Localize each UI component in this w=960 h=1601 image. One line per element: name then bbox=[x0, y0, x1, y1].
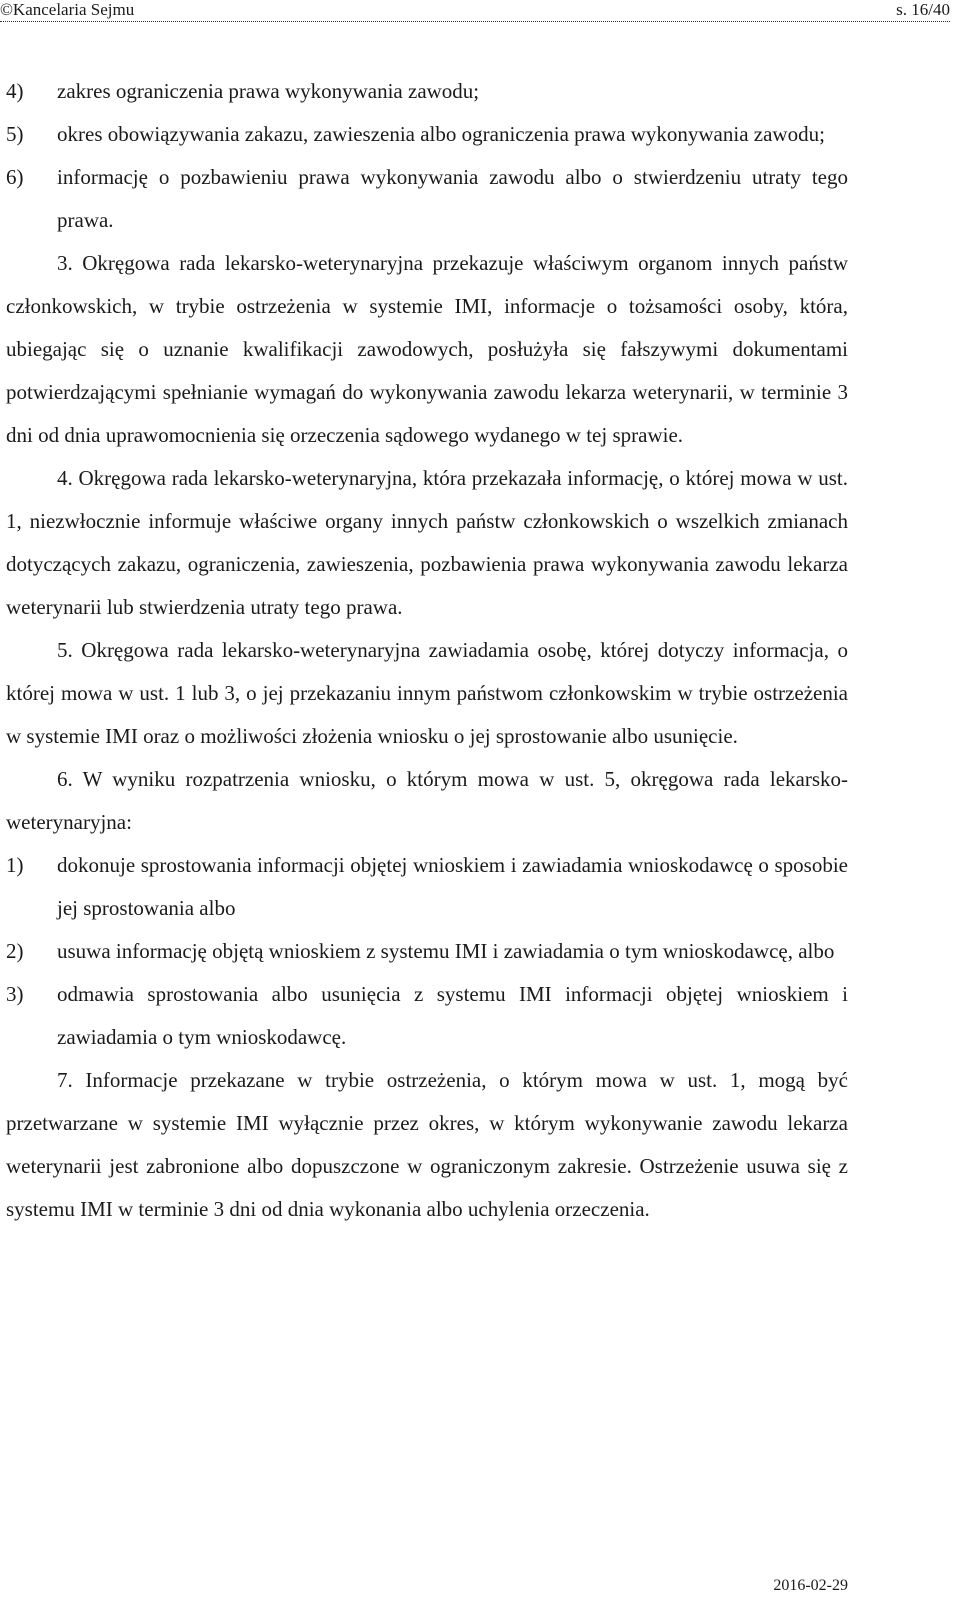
list-item-number: 5) bbox=[6, 122, 24, 146]
list-item-text: odmawia sprostowania albo usunięcia z systemu IMI informacji objętej wnioskiem i zawiadamia o tym wnioskodawcę. bbox=[57, 982, 848, 1049]
paragraph-3: 3. Okręgowa rada lekarsko-weterynaryjna przekazuje właściwym organom innych państw członkowskich, w trybie ostrzeżenia w systemie IMI, informacje o tożsamości osoby, która, ubiegając się o uznanie kwalifikacji zawodowych, posłużyła się fałszywymi dokumentami potwierdzającymi spełnianie wymagań do wykonywania zawodu lekarza weterynarii, w terminie 3 dni od dnia uprawomocnienia się orzeczenia sądowego wydanego w tej sprawie. bbox=[6, 251, 848, 447]
list-item-number: 6) bbox=[6, 165, 24, 189]
list-item-number: 1) bbox=[6, 853, 24, 877]
list-item-number: 2) bbox=[6, 939, 24, 963]
page-header bbox=[0, 0, 960, 22]
list-item-text: zakres ograniczenia prawa wykonywania zawodu; bbox=[57, 79, 480, 103]
list-item-number: 3) bbox=[6, 982, 24, 1006]
list-item bbox=[6, 930, 848, 973]
list-item bbox=[6, 113, 848, 156]
list-item bbox=[6, 844, 848, 930]
list-item bbox=[6, 973, 848, 1059]
page-number: s. 16/40 bbox=[896, 0, 950, 19]
list-item-number: 4) bbox=[6, 79, 24, 103]
list-item-text: dokonuje sprostowania informacji objętej wnioskiem i zawiadamia wnioskodawcę o sposobie jej sprostowania albo bbox=[57, 853, 848, 920]
paragraph-4: 4. Okręgowa rada lekarsko-weterynaryjna, która przekazała informację, o której mowa w ust. 1, niezwłocznie informuje właściwe organy innych państw członkowskich o wszelkich zmianach dotyczących zakazu, ograniczenia, zawieszenia, pozbawienia prawa wykonywania zawodu lekarza weterynarii lub stwierdzenia utraty tego prawa. bbox=[6, 466, 848, 619]
list-item bbox=[6, 156, 848, 242]
document-date: 2016-02-29 bbox=[773, 1577, 848, 1594]
list-item-text: informację o pozbawieniu prawa wykonywania zawodu albo o stwierdzeniu utraty tego prawa. bbox=[57, 165, 848, 232]
document-body bbox=[6, 70, 848, 1231]
paragraph-5: 5. Okręgowa rada lekarsko-weterynaryjna zawiadamia osobę, której dotyczy informacja, o której mowa w ust. 1 lub 3, o jej przekazaniu innym państwom członkowskim w trybie ostrzeżenia w systemie IMI oraz o możliwości złożenia wniosku o jej sprostowanie albo usunięcie. bbox=[6, 638, 848, 748]
header-divider bbox=[0, 21, 950, 22]
paragraph-7: 7. Informacje przekazane w trybie ostrzeżenia, o którym mowa w ust. 1, mogą być przetwarzane w systemie IMI wyłącznie przez okres, w którym wykonywanie zawodu lekarza weterynarii jest zabronione albo dopuszczone w ograniczonym zakresie. Ostrzeżenie usuwa się z systemu IMI w terminie 3 dni od dnia wykonania albo uchylenia orzeczenia. bbox=[6, 1068, 848, 1221]
list-item bbox=[6, 70, 848, 113]
paragraph-6: 6. W wyniku rozpatrzenia wniosku, o którym mowa w ust. 5, okręgowa rada lekarsko-weterynaryjna: bbox=[6, 767, 848, 834]
list-item-text: usuwa informację objętą wnioskiem z systemu IMI i zawiadamia o tym wnioskodawcę, albo bbox=[57, 939, 835, 963]
publisher-label: ©Kancelaria Sejmu bbox=[0, 0, 135, 19]
list-item-text: okres obowiązywania zakazu, zawieszenia albo ograniczenia prawa wykonywania zawodu; bbox=[57, 122, 825, 146]
